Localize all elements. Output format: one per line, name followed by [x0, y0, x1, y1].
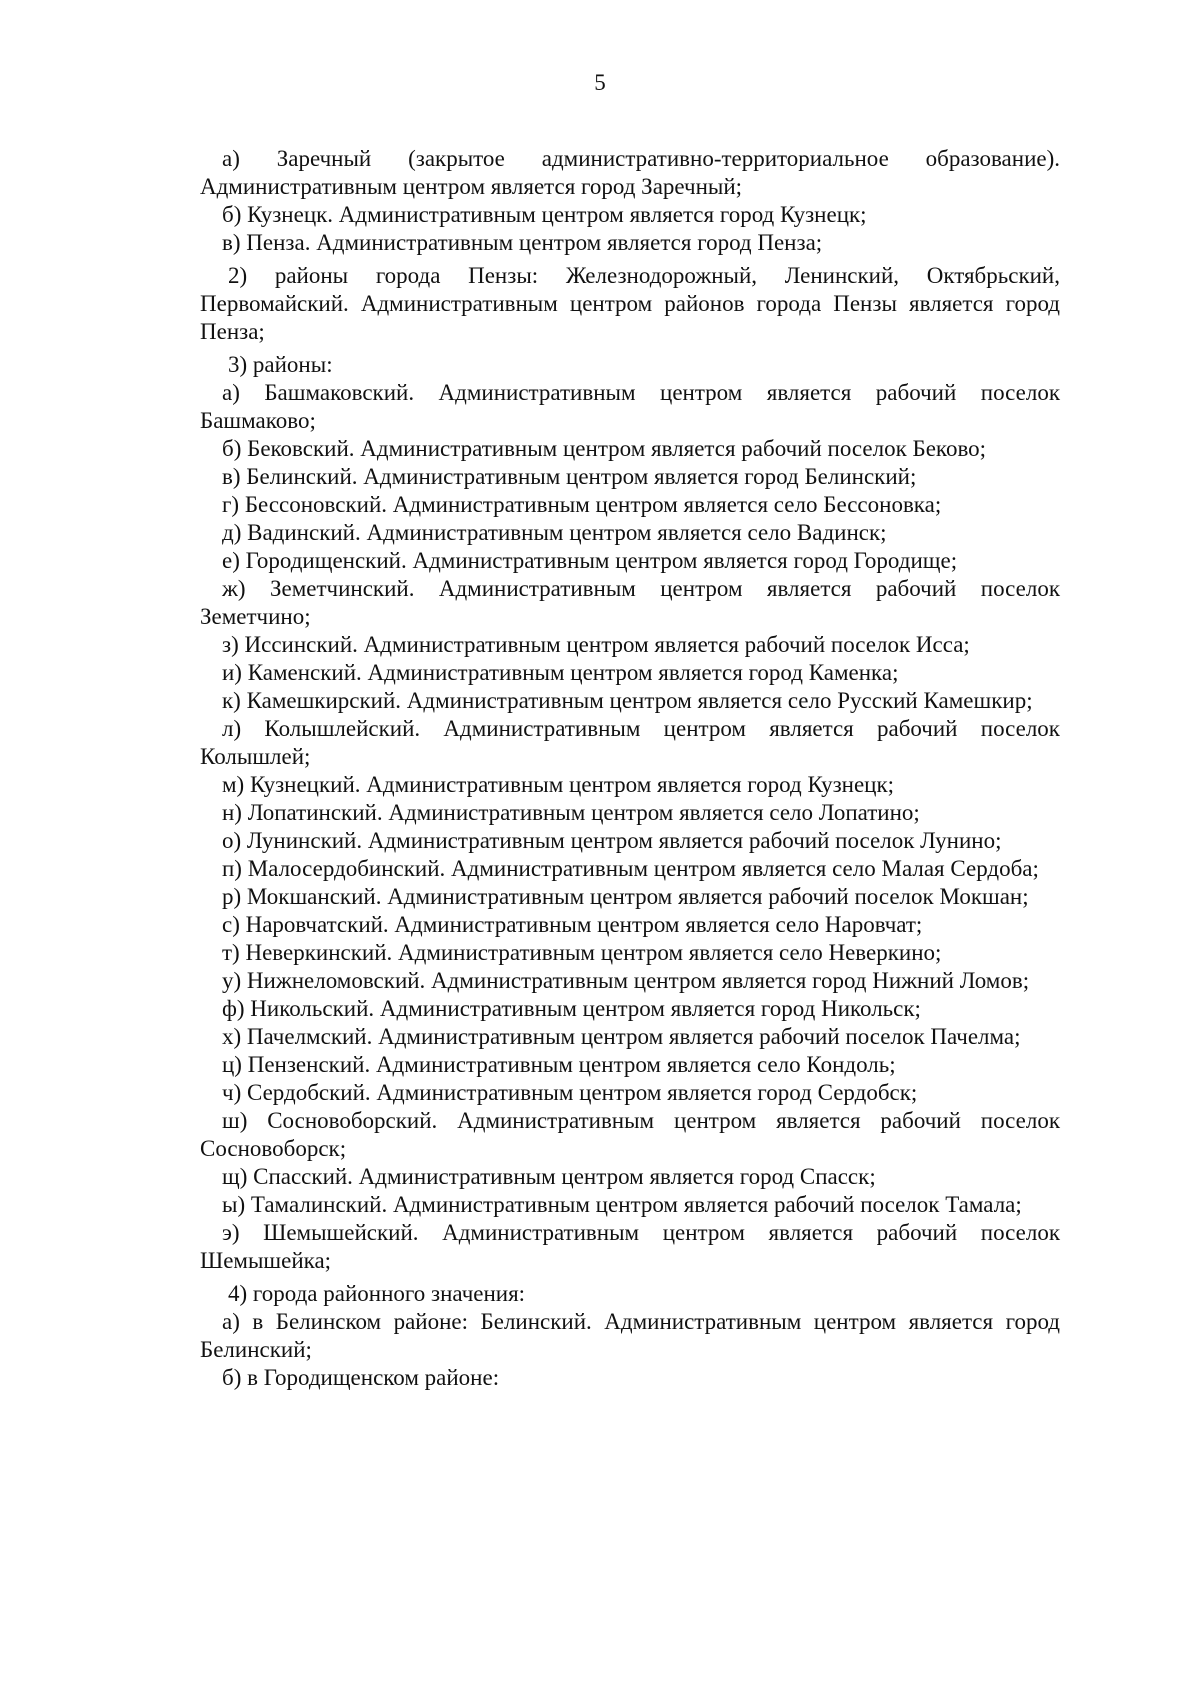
list-item: е) Городищенский. Административным центром является город Городище;: [222, 548, 958, 573]
list-item: л) Колышлейский. Административным центром является рабочий поселок Колышлей;: [200, 716, 1060, 769]
list-item: п) Малосердобинский. Административным центром является село Малая Сердоба;: [222, 856, 1039, 881]
list-item: т) Неверкинский. Административным центром является село Неверкино;: [222, 940, 942, 965]
list-item: б) Бековский. Административным центром является рабочий поселок Беково;: [222, 436, 987, 461]
list-item: с) Наровчатский. Административным центром является село Наровчат;: [222, 912, 923, 937]
list-item: ж) Земетчинский. Административным центром является рабочий поселок Земетчино;: [200, 576, 1060, 629]
section-item: 3) районы:: [228, 352, 333, 377]
section-item: 4) города районного значения:: [228, 1281, 526, 1306]
list-item: р) Мокшанский. Административным центром является рабочий поселок Мокшан;: [222, 884, 1029, 909]
list-item: з) Иссинский. Административным центром является рабочий поселок Исса;: [222, 632, 970, 657]
list-item: г) Бессоновский. Административным центром является село Бессоновка;: [222, 492, 942, 517]
list-item: о) Лунинский. Административным центром является рабочий поселок Лунино;: [222, 828, 1002, 853]
list-item: э) Шемышейский. Административным центром является рабочий поселок Шемышейка;: [200, 1220, 1060, 1273]
list-item: у) Нижнеломовский. Административным центром является город Нижний Ломов;: [222, 968, 1030, 993]
list-item: а) Заречный (закрытое административно-территориальное образование). Административным центром является город Заречный;: [200, 146, 1060, 199]
list-item: к) Камешкирский. Административным центром является село Русский Камешкир;: [222, 688, 1033, 713]
list-item: щ) Спасский. Административным центром является город Спасск;: [222, 1164, 876, 1189]
list-item: ш) Сосновоборский. Административным центром является рабочий поселок Сосновоборск;: [200, 1108, 1060, 1161]
list-item: м) Кузнецкий. Административным центром является город Кузнецк;: [222, 772, 895, 797]
list-item: и) Каменский. Административным центром является город Каменка;: [222, 660, 899, 685]
list-item: х) Пачелмский. Административным центром является рабочий поселок Пачелма;: [222, 1024, 1021, 1049]
list-item: д) Вадинский. Административным центром является село Вадинск;: [222, 520, 887, 545]
list-item: ы) Тамалинский. Административным центром является рабочий поселок Тамала;: [222, 1192, 1022, 1217]
list-item: в) Белинский. Административным центром является город Белинский;: [222, 464, 917, 489]
list-item: ф) Никольский. Административным центром является город Никольск;: [222, 996, 921, 1021]
page-number: 5: [594, 70, 606, 95]
list-item: а) в Белинском районе: Белинский. Административным центром является город Белинский;: [200, 1309, 1060, 1362]
list-item: б) Кузнецк. Административным центром является город Кузнецк;: [222, 202, 867, 227]
list-item: ц) Пензенский. Административным центром является село Кондоль;: [222, 1052, 896, 1077]
list-item: в) Пенза. Административным центром является город Пенза;: [222, 230, 823, 255]
list-item: б) в Городищенском районе:: [222, 1365, 500, 1390]
document-body: [200, 145, 1060, 1392]
list-item: а) Башмаковский. Административным центром является рабочий поселок Башмаково;: [200, 380, 1060, 433]
list-item: н) Лопатинский. Административным центром является село Лопатино;: [222, 800, 920, 825]
section-item: 2) районы города Пензы: Железнодорожный, Ленинский, Октябрьский, Первомайский. Административным центром районов города Пензы является город Пенза;: [200, 263, 1060, 344]
list-item: ч) Сердобский. Административным центром является город Сердобск;: [222, 1080, 918, 1105]
